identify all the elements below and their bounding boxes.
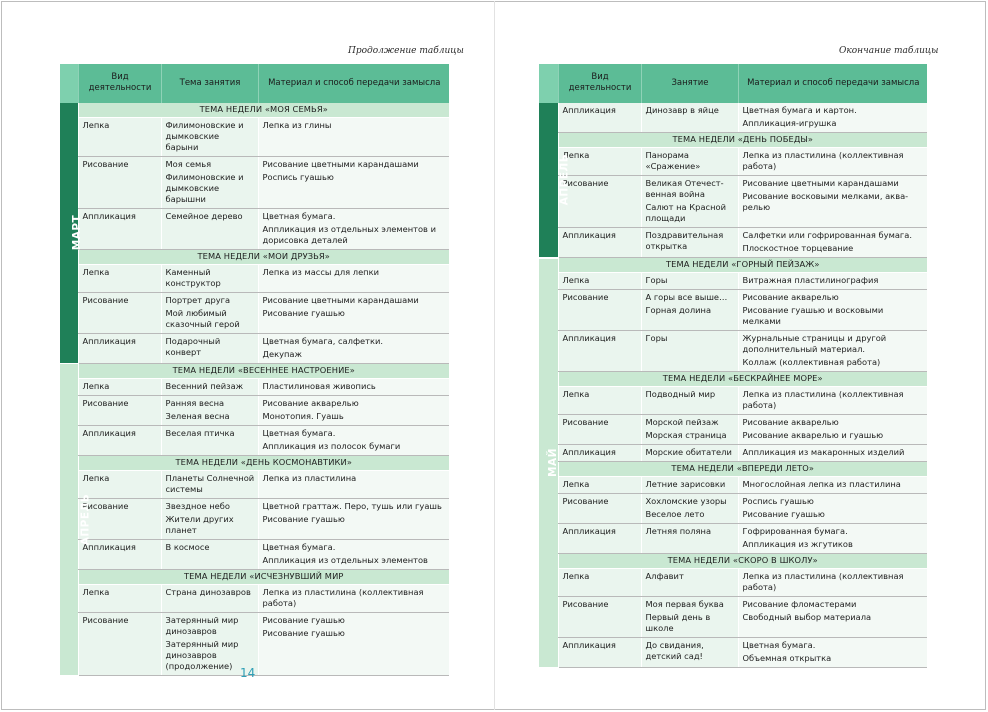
theme-title: ТЕМА НЕДЕЛИ «ВЕСЕННЕЕ НАСТРОЕНИЕ» — [78, 364, 449, 379]
material-line: Рисование гуашью — [262, 615, 345, 625]
topic-line: Мой любимый сказочный герой — [165, 308, 240, 329]
table-row — [60, 118, 449, 157]
header-activity: Вид деятельности — [78, 64, 161, 103]
table-row — [60, 471, 449, 499]
month-band — [60, 364, 92, 676]
topic-cell — [161, 396, 258, 426]
activity-cell — [558, 387, 641, 415]
material-line: Аппликация из отдельных элементов и дорисовка деталей — [262, 224, 436, 245]
material-line: Цветная бумага. — [262, 211, 336, 221]
topic-cell — [641, 273, 738, 290]
activity-line: Аппликация — [82, 542, 136, 552]
material-line: Рисование восковыми мелками, аква-релью — [742, 191, 909, 212]
topic-line: Веселое лето — [645, 509, 705, 519]
topic-line: Алфавит — [645, 571, 684, 581]
material-line: Лепка из пластилина (коллективная работа) — [742, 389, 904, 410]
material-line: Журнальные страницы и другой дополнительный материал. — [742, 333, 887, 354]
material-line: Витражная пластилинография — [742, 275, 879, 285]
material-cell — [258, 613, 449, 676]
topic-line: Горы — [645, 333, 668, 343]
topic-line: А горы все выше… — [645, 292, 728, 302]
topic-line: Морские обитатели — [645, 447, 732, 457]
material-line: Цветная бумага, салфетки. — [262, 336, 384, 346]
topic-cell — [641, 524, 738, 554]
material-line: Рисование акварелью — [742, 417, 839, 427]
topic-cell — [641, 103, 738, 133]
material-cell — [258, 426, 449, 456]
activity-line: Рисование — [562, 496, 609, 506]
theme-title: ТЕМА НЕДЕЛИ «БЕСКРАЙНЕЕ МОРЕ» — [558, 372, 927, 387]
material-line: Рисование фломастерами — [742, 599, 857, 609]
material-cell — [258, 471, 449, 499]
material-cell — [258, 585, 449, 613]
material-cell — [738, 597, 927, 638]
month-band — [60, 103, 84, 364]
material-line: Лепка из массы для лепки — [262, 267, 380, 277]
material-cell — [738, 387, 927, 415]
topic-cell — [641, 569, 738, 597]
table-row — [60, 499, 449, 540]
theme-title: ТЕМА НЕДЕЛИ «ВПЕРЕДИ ЛЕТО» — [558, 462, 927, 477]
topic-line: До свидания, детский сад! — [645, 640, 704, 661]
material-cell — [258, 118, 449, 157]
activity-cell — [558, 290, 641, 331]
activity-line: Лепка — [562, 479, 590, 489]
spread-fold — [494, 1, 495, 710]
topic-line: Портрет друга — [165, 295, 231, 305]
material-cell — [738, 148, 927, 176]
header-topic: Занятие — [641, 64, 738, 103]
topic-line: Великая Отечест-венная война — [645, 178, 724, 199]
activity-line: Аппликация — [562, 105, 616, 115]
topic-cell — [641, 638, 738, 668]
topic-line: Звездное небо — [165, 501, 230, 511]
topic-cell — [641, 445, 738, 462]
material-cell — [258, 293, 449, 334]
header-material: Материал и способ передачи замысла — [258, 64, 449, 103]
page-number: 14 — [240, 666, 256, 680]
left-page-caption: Продолжение таблицы — [348, 46, 464, 56]
material-line: Цветной граттаж. Перо, тушь или гуашь — [262, 501, 442, 511]
material-line: Лепка из пластилина (коллективная работа) — [742, 571, 904, 592]
month-label: МАЙ — [546, 447, 559, 477]
material-line: Гофрированная бумага. — [742, 526, 848, 536]
material-line: Роспись гуашью — [742, 496, 814, 506]
table-row — [60, 396, 449, 426]
theme-title: ТЕМА НЕДЕЛИ «ДЕНЬ ПОБЕДЫ» — [558, 133, 927, 148]
activity-line: Лепка — [562, 150, 590, 160]
table-row — [539, 387, 927, 415]
header-topic: Тема занятия — [161, 64, 258, 103]
left-plan-table — [60, 64, 449, 676]
theme-row — [60, 250, 449, 265]
table-row — [539, 290, 927, 331]
activity-cell — [78, 613, 161, 676]
activity-cell — [558, 103, 641, 133]
table-row — [539, 228, 927, 258]
material-line: Рисование цветными карандашами — [262, 159, 419, 169]
topic-cell — [161, 499, 258, 540]
activity-line: Рисование — [82, 398, 129, 408]
material-line: Цветная бумага. — [262, 542, 336, 552]
month-label: МАРТ — [71, 214, 84, 251]
activity-cell — [558, 445, 641, 462]
topic-line: Первый день в школе — [645, 612, 711, 633]
activity-line: Рисование — [82, 159, 129, 169]
material-line: Цветная бумага и картон. — [742, 105, 857, 115]
material-line: Лепка из пластилина (коллективная работа) — [262, 587, 424, 608]
topic-cell — [641, 415, 738, 445]
month-band — [539, 103, 571, 258]
theme-title: ТЕМА НЕДЕЛИ «ГОРНЫЙ ПЕЙЗАЖ» — [558, 258, 927, 273]
activity-cell — [78, 293, 161, 334]
table-row — [60, 585, 449, 613]
table-row — [60, 293, 449, 334]
activity-cell — [558, 494, 641, 524]
material-line: Роспись гуашью — [262, 172, 334, 182]
topic-cell — [641, 494, 738, 524]
material-line: Коллаж (коллективная работа) — [742, 357, 881, 367]
theme-title: ТЕМА НЕДЕЛИ «СКОРО В ШКОЛУ» — [558, 554, 927, 569]
material-cell — [738, 445, 927, 462]
activity-line: Лепка — [562, 389, 590, 399]
table-row — [539, 445, 927, 462]
topic-line: Планеты Солнечной системы — [165, 473, 255, 494]
theme-row — [539, 372, 927, 387]
topic-cell — [641, 477, 738, 494]
activity-cell — [78, 426, 161, 456]
topic-line: Летняя поляна — [645, 526, 712, 536]
activity-cell — [78, 379, 161, 396]
table-row — [539, 477, 927, 494]
table-row — [539, 273, 927, 290]
material-line: Рисование гуашью — [262, 514, 345, 524]
activity-cell — [558, 477, 641, 494]
topic-cell — [161, 334, 258, 364]
activity-cell — [558, 597, 641, 638]
material-line: Рисование гуашью — [742, 509, 825, 519]
material-cell — [258, 209, 449, 250]
material-cell — [738, 494, 927, 524]
header-activity: Вид деятельности — [558, 64, 641, 103]
topic-cell — [161, 209, 258, 250]
topic-line: Страна динозавров — [165, 587, 251, 597]
table-row — [539, 597, 927, 638]
topic-line: Хохломские узоры — [645, 496, 727, 506]
activity-line: Аппликация — [562, 447, 616, 457]
topic-cell — [161, 118, 258, 157]
activity-line: Рисование — [562, 417, 609, 427]
material-line: Рисование цветными карандашами — [742, 178, 899, 188]
activity-cell — [78, 118, 161, 157]
topic-cell — [641, 597, 738, 638]
topic-line: Ранняя весна — [165, 398, 225, 408]
material-line: Рисование акварелью — [742, 292, 839, 302]
activity-line: Рисование — [562, 292, 609, 302]
activity-line: Аппликация — [82, 211, 136, 221]
topic-cell — [161, 471, 258, 499]
topic-line: Каменный конструктор — [165, 267, 221, 288]
theme-title: ТЕМА НЕДЕЛИ «МОЯ СЕМЬЯ» — [78, 103, 449, 118]
material-line: Монотопия. Гуашь — [262, 411, 344, 421]
topic-line: Летние зарисовки — [645, 479, 726, 489]
material-line: Цветная бумага. — [742, 640, 816, 650]
material-cell — [738, 415, 927, 445]
material-cell — [738, 477, 927, 494]
table-row — [60, 379, 449, 396]
activity-line: Рисование — [562, 178, 609, 188]
material-cell — [738, 638, 927, 668]
activity-line: Лепка — [562, 275, 590, 285]
material-cell — [258, 379, 449, 396]
header-material: Материал и способ передачи замысла — [738, 64, 927, 103]
topic-line: Подарочный конверт — [165, 336, 221, 357]
topic-cell — [161, 426, 258, 456]
theme-row — [60, 570, 449, 585]
material-cell — [738, 569, 927, 597]
material-line: Рисование гуашью и восковыми мелками — [742, 305, 884, 326]
topic-line: Семейное дерево — [165, 211, 243, 221]
activity-cell — [78, 265, 161, 293]
topic-line: Весенний пейзаж — [165, 381, 244, 391]
material-line: Свободный выбор материала — [742, 612, 872, 622]
topic-line: Затерянный мир динозавров — [165, 615, 239, 636]
topic-cell — [161, 379, 258, 396]
activity-line: Лепка — [82, 120, 110, 130]
material-line: Объемная открытка — [742, 653, 832, 663]
month-label: АПРЕЛЬ — [558, 153, 571, 206]
topic-cell — [641, 148, 738, 176]
material-line: Декупаж — [262, 349, 302, 359]
activity-cell — [78, 585, 161, 613]
topic-cell — [641, 387, 738, 415]
month-band — [539, 258, 558, 668]
material-cell — [258, 396, 449, 426]
material-line: Аппликация из полосок бумаги — [262, 441, 401, 451]
activity-line: Аппликация — [562, 230, 616, 240]
topic-line: Филимоновские и дымковские барыни — [165, 120, 244, 152]
table-row — [539, 331, 927, 372]
table-row — [539, 176, 927, 228]
activity-cell — [558, 273, 641, 290]
material-cell — [738, 228, 927, 258]
material-line: Лепка из пластилина (коллективная работа) — [742, 150, 904, 171]
material-cell — [258, 334, 449, 364]
material-line: Лепка из глины — [262, 120, 332, 130]
topic-line: Жители других планет — [165, 514, 234, 535]
topic-cell — [161, 157, 258, 209]
header-corner — [539, 64, 558, 103]
topic-line: Горы — [645, 275, 668, 285]
activity-line: Лепка — [82, 267, 110, 277]
topic-line: Моя семья — [165, 159, 212, 169]
material-cell — [258, 265, 449, 293]
topic-line: Морской пейзаж — [645, 417, 719, 427]
theme-row — [60, 456, 449, 471]
material-cell — [738, 290, 927, 331]
theme-title: ТЕМА НЕДЕЛИ «ИСЧЕЗНУВШИЙ МИР — [78, 570, 449, 585]
activity-line: Рисование — [82, 501, 129, 511]
theme-row — [60, 103, 449, 118]
material-line: Аппликация из жгутиков — [742, 539, 853, 549]
topic-line: В космосе — [165, 542, 210, 552]
topic-cell — [641, 331, 738, 372]
topic-line: Зеленая весна — [165, 411, 230, 421]
activity-line: Аппликация — [82, 336, 136, 346]
theme-row — [539, 258, 927, 273]
topic-cell — [641, 228, 738, 258]
topic-line: Подводный мир — [645, 389, 716, 399]
theme-row — [539, 554, 927, 569]
theme-row — [539, 133, 927, 148]
table-row — [60, 209, 449, 250]
activity-line: Рисование — [82, 615, 129, 625]
material-line: Рисование акварелью и гуашью — [742, 430, 884, 440]
activity-line: Лепка — [82, 473, 110, 483]
header-corner — [60, 64, 78, 103]
table-row — [60, 540, 449, 570]
activity-line: Лепка — [82, 587, 110, 597]
table-row — [539, 638, 927, 668]
table-row — [60, 426, 449, 456]
topic-cell — [641, 290, 738, 331]
table-row — [60, 265, 449, 293]
table-row — [539, 103, 927, 133]
material-line: Аппликация из макаронных изделий — [742, 447, 905, 457]
topic-cell — [161, 293, 258, 334]
activity-cell — [558, 176, 641, 228]
topic-line: Горная долина — [645, 305, 712, 315]
activity-line: Аппликация — [562, 333, 616, 343]
table-row — [60, 334, 449, 364]
material-line: Аппликация-игрушка — [742, 118, 837, 128]
material-line: Рисование цветными карандашами — [262, 295, 419, 305]
topic-line: Морская страница — [645, 430, 727, 440]
activity-cell — [78, 157, 161, 209]
table-row — [539, 524, 927, 554]
material-line: Лепка из пластилина — [262, 473, 357, 483]
activity-line: Лепка — [82, 381, 110, 391]
activity-cell — [558, 569, 641, 597]
activity-cell — [558, 415, 641, 445]
topic-line: Панорама «Сражение» — [645, 150, 701, 171]
topic-line: Филимоновские и дымковские барышни — [165, 172, 244, 204]
table-row — [539, 494, 927, 524]
theme-row — [539, 462, 927, 477]
activity-cell — [558, 524, 641, 554]
material-line: Пластилиновая живопись — [262, 381, 376, 391]
material-line: Рисование гуашью — [262, 308, 345, 318]
topic-line: Затерянный мир динозавров (продолжение) — [165, 639, 239, 671]
activity-line: Рисование — [82, 295, 129, 305]
topic-cell — [161, 265, 258, 293]
material-line: Аппликация из отдельных элементов — [262, 555, 428, 565]
topic-line: Поздравительная открытка — [645, 230, 724, 251]
theme-title: ТЕМА НЕДЕЛИ «МОИ ДРУЗЬЯ» — [78, 250, 449, 265]
topic-line: Моя первая буква — [645, 599, 724, 609]
material-cell — [738, 331, 927, 372]
material-cell — [258, 499, 449, 540]
right-plan-table — [539, 64, 927, 668]
activity-cell — [558, 148, 641, 176]
material-line: Рисование акварелью — [262, 398, 359, 408]
topic-cell — [161, 585, 258, 613]
material-cell — [738, 524, 927, 554]
activity-cell — [78, 334, 161, 364]
material-line: Салфетки или гофрированная бумага. — [742, 230, 912, 240]
activity-line: Лепка — [562, 571, 590, 581]
topic-cell — [161, 540, 258, 570]
activity-cell — [558, 228, 641, 258]
material-cell — [738, 103, 927, 133]
material-line: Плоскостное торцевание — [742, 243, 854, 253]
activity-cell — [558, 331, 641, 372]
table-row — [539, 569, 927, 597]
activity-line: Рисование — [562, 599, 609, 609]
topic-cell — [641, 176, 738, 228]
topic-line: Динозавр в яйце — [645, 105, 719, 115]
material-cell — [738, 176, 927, 228]
table-row — [60, 157, 449, 209]
table-row — [539, 415, 927, 445]
material-cell — [258, 540, 449, 570]
material-cell — [738, 273, 927, 290]
activity-cell — [78, 396, 161, 426]
theme-row — [60, 364, 449, 379]
activity-line: Аппликация — [562, 640, 616, 650]
right-page-caption: Окончание таблицы — [839, 46, 939, 56]
activity-cell — [558, 638, 641, 668]
material-cell — [258, 157, 449, 209]
month-label: АПРЕЛЬ — [79, 493, 92, 545]
material-line: Многослойная лепка из пластилина — [742, 479, 901, 489]
activity-cell — [78, 209, 161, 250]
activity-line: Аппликация — [82, 428, 136, 438]
activity-line: Аппликация — [562, 526, 616, 536]
theme-title: ТЕМА НЕДЕЛИ «ДЕНЬ КОСМОНАВТИКИ» — [78, 456, 449, 471]
material-line: Цветная бумага. — [262, 428, 336, 438]
material-line: Рисование гуашью — [262, 628, 345, 638]
topic-line: Салют на Красной площади — [645, 202, 726, 223]
table-row — [539, 148, 927, 176]
topic-line: Веселая птичка — [165, 428, 235, 438]
